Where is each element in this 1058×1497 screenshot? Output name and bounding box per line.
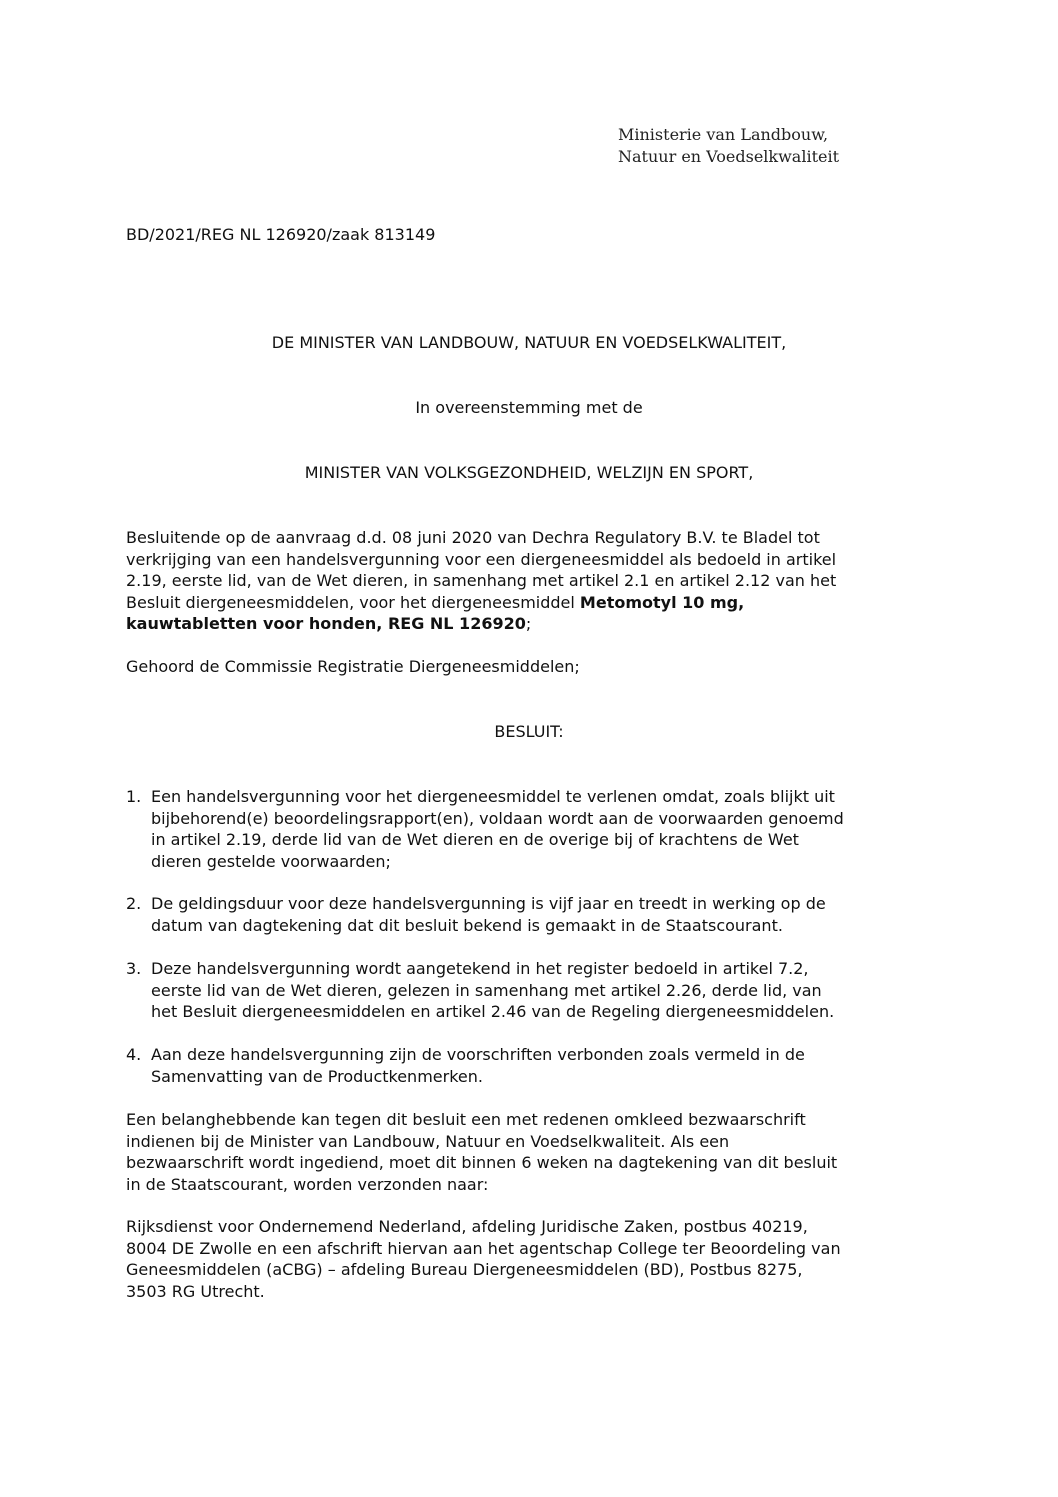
item-number: 1. xyxy=(126,787,142,806)
objection-paragraph xyxy=(126,1109,946,1195)
decision-item-3 xyxy=(126,958,946,1023)
objection-line: Een belanghebbende kan tegen dit besluit een met redenen omkleed bezwaarschrift xyxy=(126,1110,806,1129)
preamble-line xyxy=(126,592,946,614)
co-minister-title: MINISTER VAN VOLKSGEZONDHEID, WELZIJN EN SPORT, xyxy=(304,463,754,482)
preamble-line-end: ; xyxy=(525,614,532,633)
ministry-name-line-1: Ministerie van Landbouw, xyxy=(618,125,829,144)
objection-line: in de Staatscourant, worden verzonden naar: xyxy=(126,1174,489,1194)
preamble-paragraph xyxy=(126,527,946,635)
ministry-name-line-2: Natuur en Voedselkwaliteit xyxy=(618,147,840,166)
agreement-line: In overeenstemming met de xyxy=(415,398,643,417)
decision-item-4 xyxy=(126,1044,946,1087)
address-line: Geneesmiddelen (aCBG) – afdeling Bureau Diergeneesmiddelen (BD), Postbus 8275, xyxy=(126,1260,803,1279)
decision-item-1 xyxy=(126,786,946,872)
objection-line: bezwaarschrift wordt ingediend, moet dit binnen 6 weken na dagtekening van dit besluit xyxy=(126,1153,838,1172)
preamble-line xyxy=(126,613,946,635)
item-line: Een handelsvergunning voor het diergeneesmiddel te verlenen omdat, zoals blijkt uit xyxy=(151,787,835,806)
item-line: Samenvatting van de Productkenmerken. xyxy=(151,1066,483,1086)
item-number: 2. xyxy=(126,894,142,913)
item-number: 4. xyxy=(126,1045,142,1064)
address-line: Rijksdienst voor Ondernemend Nederland, afdeling Juridische Zaken, postbus 40219, xyxy=(126,1217,808,1236)
item-line: Aan deze handelsvergunning zijn de voorschriften verbonden zoals vermeld in de xyxy=(151,1045,805,1064)
item-line: bijbehorend(e) beoordelingsrapport(en), voldaan wordt aan de voorwaarden genoemd xyxy=(151,808,844,828)
preamble-line: 2.19, eerste lid, van de Wet dieren, in samenhang met artikel 2.1 en artikel 2.12 van het xyxy=(126,571,837,590)
heard-line: Gehoord de Commissie Registratie Diergeneesmiddelen; xyxy=(126,657,580,676)
objection-line: indienen bij de Minister van Landbouw, Natuur en Voedselkwaliteit. Als een xyxy=(126,1131,730,1151)
address-line: 3503 RG Utrecht. xyxy=(126,1281,265,1301)
preamble-line: Besluitende op de aanvraag d.d. 08 juni 2020 van Dechra Regulatory B.V. te Bladel tot xyxy=(126,528,820,547)
item-line: in artikel 2.19, derde lid van de Wet dieren en de overige bij of krachtens de Wet xyxy=(151,830,799,849)
item-line: eerste lid van de Wet dieren, gelezen in samenhang met artikel 2.26, derde lid, van xyxy=(151,980,822,1000)
address-paragraph xyxy=(126,1216,946,1302)
decision-item-2 xyxy=(126,893,946,936)
ministry-logo-text xyxy=(618,124,839,168)
item-line: datum van dagtekening dat dit besluit bekend is gemaakt in de Staatscourant. xyxy=(151,915,783,935)
item-number: 3. xyxy=(126,959,142,978)
decision-heading: BESLUIT: xyxy=(494,722,564,741)
product-name-bold: Metomotyl 10 mg, xyxy=(579,592,745,612)
address-line: 8004 DE Zwolle en een afschrift hiervan aan het agentschap College ter Beoordeling van xyxy=(126,1238,841,1258)
minister-title: DE MINISTER VAN LANDBOUW, NATUUR EN VOEDSELKWALITEIT, xyxy=(271,333,787,352)
preamble-line-text: Besluit diergeneesmiddelen, voor het diergeneesmiddel xyxy=(126,592,580,612)
preamble-line: verkrijging van een handelsvergunning voor een diergeneesmiddel als bedoeld in artikel xyxy=(126,549,837,569)
reference-number: BD/2021/REG NL 126920/zaak 813149 xyxy=(126,225,436,244)
item-line: dieren gestelde voorwaarden; xyxy=(151,851,391,871)
item-line: De geldingsduur voor deze handelsvergunning is vijf jaar en treedt in werking op de xyxy=(151,894,826,913)
item-line: het Besluit diergeneesmiddelen en artikel 2.46 van de Regeling diergeneesmiddelen. xyxy=(151,1002,835,1021)
item-line: Deze handelsvergunning wordt aangetekend in het register bedoeld in artikel 7.2, xyxy=(151,959,809,978)
product-name-bold: kauwtabletten voor honden, REG NL 126920 xyxy=(126,614,526,633)
